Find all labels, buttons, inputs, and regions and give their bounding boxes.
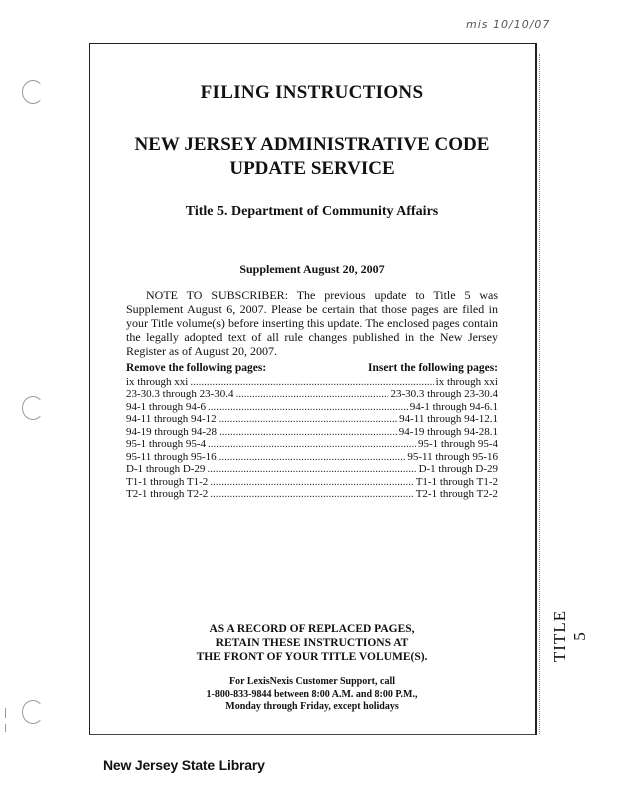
page-replacement-list (126, 362, 498, 501)
binder-hole-top (22, 80, 44, 104)
remove-pages: 94-19 through 94-28 (126, 425, 218, 438)
support-line-2: 1-800-833-9844 between 8:00 A.M. and 8:00 P.M., (206, 688, 418, 700)
dot-leader (210, 488, 413, 501)
scan-mark (5, 708, 6, 718)
remove-pages: 95-1 through 95-4 (126, 438, 207, 450)
remove-pages: T1-1 through T1-2 (126, 475, 209, 488)
remove-pages: 95-11 through 95-16 (126, 450, 217, 463)
scan-mark (5, 724, 6, 732)
dot-leader (208, 438, 416, 451)
insert-pages: 94-11 through 94-12.1 (399, 413, 498, 425)
record-instructions (89, 622, 535, 664)
insert-pages: 95-11 through 95-16 (407, 450, 498, 463)
remove-pages: 94-11 through 94-12 (126, 413, 217, 425)
supplement-date: Supplement August 20, 2007 (239, 262, 385, 276)
dot-leader (236, 388, 389, 401)
support-line-1: For LexisNexis Customer Support, call (228, 676, 395, 687)
department-title: Title 5. Department of Community Affairs (185, 204, 439, 219)
page-row (126, 463, 498, 476)
page-row (126, 451, 498, 464)
record-line-3: THE FRONT OF YOUR TITLE VOLUME(S). (196, 651, 428, 663)
remove-pages: 94-1 through 94-6 (126, 400, 207, 413)
remove-pages: 23-30.3 through 23-30.4 (126, 388, 234, 400)
dot-leader (219, 413, 397, 426)
page-row (126, 426, 498, 439)
page-row (126, 376, 498, 389)
binder-hole-bottom (22, 700, 44, 724)
dot-leader (210, 476, 413, 489)
remove-pages-header: Remove the following pages: (126, 362, 267, 374)
page-row (126, 388, 498, 401)
remove-pages: T2-1 through T2-2 (126, 488, 209, 500)
dot-leader (190, 376, 433, 389)
page-rows (126, 376, 498, 501)
code-title (89, 133, 535, 181)
library-stamp: New Jersey State Library (103, 757, 265, 773)
remove-pages: D-1 through D-29 (126, 463, 206, 475)
page-row (126, 476, 498, 489)
insert-pages: 94-1 through 94-6.1 (409, 400, 498, 413)
code-title-line-2: UPDATE SERVICE (229, 158, 395, 179)
insert-pages: T1-1 through T1-2 (415, 475, 498, 488)
dot-leader (219, 426, 397, 439)
record-line-2: RETAIN THESE INSTRUCTIONS AT (215, 637, 409, 649)
insert-pages-header: Insert the following pages: (367, 362, 498, 374)
page-row (126, 413, 498, 426)
filing-instructions-title: FILING INSTRUCTIONS (200, 82, 424, 103)
tab-strip (536, 54, 540, 734)
dot-leader (207, 463, 416, 476)
dot-leader (219, 451, 406, 464)
binder-hole-middle (22, 396, 44, 420)
title-tab-label: TITLE 5 (550, 609, 589, 663)
record-line-1: AS A RECORD OF REPLACED PAGES, (209, 623, 415, 635)
page-row (126, 401, 498, 414)
page-row (126, 438, 498, 451)
handwritten-annotation: mis 10/10/07 (466, 18, 551, 31)
page-row (126, 488, 498, 501)
support-line-3: Monday through Friday, except holidays (225, 701, 399, 712)
insert-pages: 95-1 through 95-4 (417, 438, 498, 450)
customer-support-info (89, 676, 535, 714)
insert-pages: 94-19 through 94-28.1 (398, 425, 498, 438)
code-title-line-1: NEW JERSEY ADMINISTRATIVE CODE (134, 134, 490, 155)
subscriber-note: NOTE TO SUBSCRIBER: The previous update to Title 5 was Supplement August 6, 2007. Please be certain that those pages are filed in your Title volume(s) before inserting this update. The enclosed pages contain the legally adopted text of all rule changes published in the New Jersey Register as of August 20, 2007. (126, 288, 498, 358)
remove-pages: ix through xxi (126, 375, 189, 388)
dot-leader (208, 401, 408, 414)
insert-pages: 23-30.3 through 23-30.4 (390, 388, 498, 400)
insert-pages: T2-1 through T2-2 (415, 488, 498, 500)
page-list-header (126, 362, 498, 375)
insert-pages: D-1 through D-29 (418, 463, 498, 475)
insert-pages: ix through xxi (435, 375, 498, 388)
